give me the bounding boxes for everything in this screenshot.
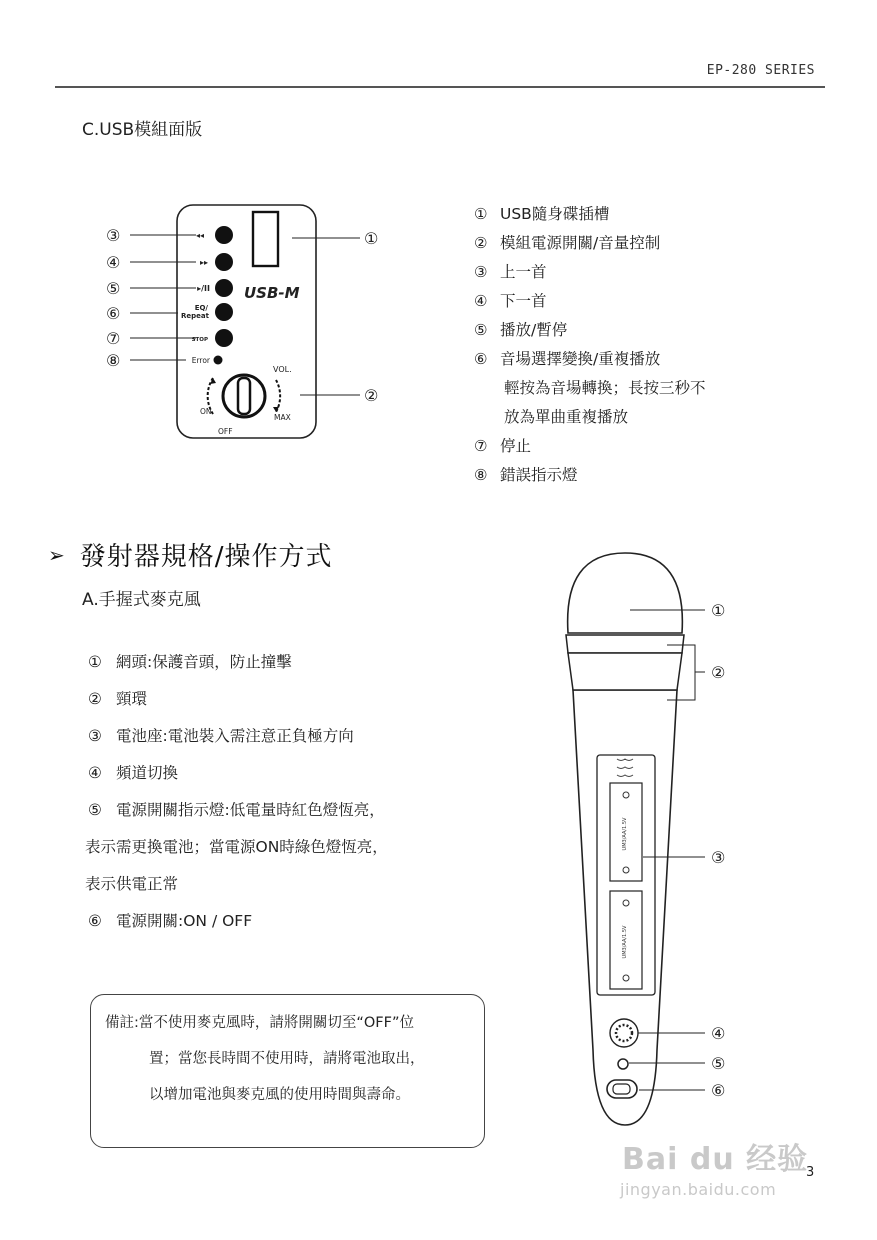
list-item: [474, 465, 706, 494]
list-item-text: 表示需更換電池；當電源ON時綠色燈恆亮，: [85, 838, 388, 856]
usb-panel-diagram: [100, 200, 400, 445]
watermark-url: jingyan.baidu.com: [620, 1180, 777, 1199]
usb-feature-list: [474, 204, 706, 494]
stop-button: [215, 329, 233, 347]
callout-4: ④: [106, 253, 121, 272]
list-item-number: ⑥: [88, 912, 102, 930]
usb-brand-label: USB-M: [244, 284, 300, 302]
stop-label: STOP: [191, 337, 208, 343]
callout-8: ⑧: [106, 351, 121, 370]
list-item: [88, 911, 388, 948]
channel-dial-inner: [616, 1025, 632, 1041]
mic-callout-3: ③: [711, 848, 726, 867]
list-item-continuation: [474, 407, 706, 436]
list-item-text: 網頭:保護音頭，防止撞擊: [116, 653, 292, 671]
list-item-text: 停止: [500, 437, 532, 455]
power-switch-slider: [613, 1084, 630, 1094]
usb-slot-icon: [253, 212, 278, 266]
mic-callout-5: ⑤: [711, 1054, 726, 1073]
list-item-continuation: [85, 837, 388, 874]
callout-1: ①: [364, 229, 379, 248]
list-item-number: ⑤: [474, 321, 488, 339]
mic-callout-2: ②: [711, 663, 726, 682]
list-item: [88, 726, 388, 763]
callout-6: ⑥: [106, 304, 121, 323]
list-item-text: 模組電源開關/音量控制: [500, 234, 661, 252]
off-label: OFF: [218, 427, 233, 436]
on-label: ON: [200, 407, 212, 416]
list-item-number: ②: [88, 690, 102, 708]
note-line-2: 置；當您長時間不使用時，請將電池取出，: [149, 1051, 425, 1067]
neck-ring-upper: [566, 635, 684, 653]
arrow-bullet-icon: ➢: [48, 543, 66, 567]
list-item-text: 放為單曲重複播放: [504, 408, 629, 426]
page-number: 3: [806, 1165, 815, 1180]
list-item-text: 電池座:電池裝入需注意正負極方向: [116, 727, 354, 745]
play-pause-icon: ▸/II: [197, 284, 210, 293]
list-item-number: ④: [474, 292, 488, 310]
mic-grille: [568, 553, 683, 633]
list-item-number: ⑥: [474, 350, 488, 368]
error-label: Error: [191, 356, 210, 365]
mic-feature-list: [85, 652, 388, 948]
list-item-text: 音場選擇變換/重複播放: [500, 350, 661, 368]
callout-3: ③: [106, 226, 121, 245]
battery-2-label: UM3/AA/1.5V: [622, 925, 628, 959]
list-item: [474, 436, 706, 465]
list-item-number: ⑤: [88, 801, 102, 819]
header-series-title: EP-280 SERIES: [706, 63, 815, 78]
neck-ring-lower: [568, 653, 682, 690]
list-item-text: 播放/暫停: [500, 321, 568, 339]
list-item: [88, 689, 388, 726]
list-item-continuation: [85, 874, 388, 911]
list-item-number: ③: [474, 263, 488, 281]
list-item-text: USB隨身碟插槽: [500, 205, 610, 223]
next-button: [215, 253, 233, 271]
list-item-text: 電源開關:ON / OFF: [116, 912, 253, 930]
battery-1-label: UM3/AA/1.5V: [622, 817, 628, 851]
note-line-1: 備註:當不使用麥克風時，請將開關切至“OFF”位: [105, 1015, 415, 1031]
eq-label: EQ/: [194, 304, 208, 312]
play-pause-button: [215, 279, 233, 297]
callout-7: ⑦: [106, 329, 121, 348]
list-item-continuation: [474, 378, 706, 407]
mic-callout-4: ④: [711, 1024, 726, 1043]
header-divider: [55, 86, 825, 88]
vol-label: VOL.: [273, 365, 292, 374]
power-led: [618, 1059, 628, 1069]
error-led: [214, 356, 223, 365]
main-section-title: 發射器規格/操作方式: [79, 542, 333, 572]
mic-callout-6: ⑥: [711, 1081, 726, 1100]
list-item: [474, 349, 706, 378]
section-c-title: C.USB模組面版: [82, 120, 203, 140]
list-item-text: 電源開關指示燈:低電量時紅色燈恆亮，: [116, 801, 385, 819]
sub-section-a-title: A.手握式麥克風: [82, 590, 201, 610]
list-item: [88, 800, 388, 837]
eq-repeat-button: [215, 303, 233, 321]
list-item-text: 錯誤指示燈: [500, 466, 578, 484]
list-item-number: ③: [88, 727, 102, 745]
note-line-3: 以增加電池與麥克風的使用時間與壽命。: [149, 1087, 410, 1103]
volume-knob-grip: [238, 378, 250, 414]
list-item-number: ①: [88, 653, 102, 671]
list-item: [88, 652, 388, 689]
list-item-number: ⑧: [474, 466, 488, 484]
list-item: [474, 320, 706, 349]
prev-icon: ◂◂: [195, 231, 204, 240]
callout-5: ⑤: [106, 279, 121, 298]
mic-callout-1: ①: [711, 601, 726, 620]
list-item: [474, 204, 706, 233]
prev-button: [215, 226, 233, 244]
list-item-text: 頸環: [116, 690, 148, 708]
list-item-text: 輕按為音場轉換；長按三秒不: [504, 379, 706, 397]
list-item-text: 頻道切換: [116, 764, 179, 782]
list-item: [474, 291, 706, 320]
list-item: [474, 233, 706, 262]
list-item-text: 上一首: [500, 263, 547, 281]
note-box: [90, 994, 485, 1148]
watermark-logo: Bai du 经验: [622, 1142, 809, 1177]
list-item-text: 表示供電正常: [85, 875, 179, 893]
list-item-number: ①: [474, 205, 488, 223]
list-item-number: ④: [88, 764, 102, 782]
list-item: [474, 262, 706, 291]
callout-2: ②: [364, 386, 379, 405]
microphone-diagram: [555, 545, 755, 1135]
list-item-text: 下一首: [500, 292, 547, 310]
list-item: [88, 763, 388, 800]
repeat-label: Repeat: [181, 312, 209, 320]
max-label: MAX: [274, 413, 291, 422]
next-icon: ▸▸: [199, 258, 208, 267]
list-item-number: ②: [474, 234, 488, 252]
list-item-number: ⑦: [474, 437, 488, 455]
main-section-heading: [48, 536, 333, 573]
